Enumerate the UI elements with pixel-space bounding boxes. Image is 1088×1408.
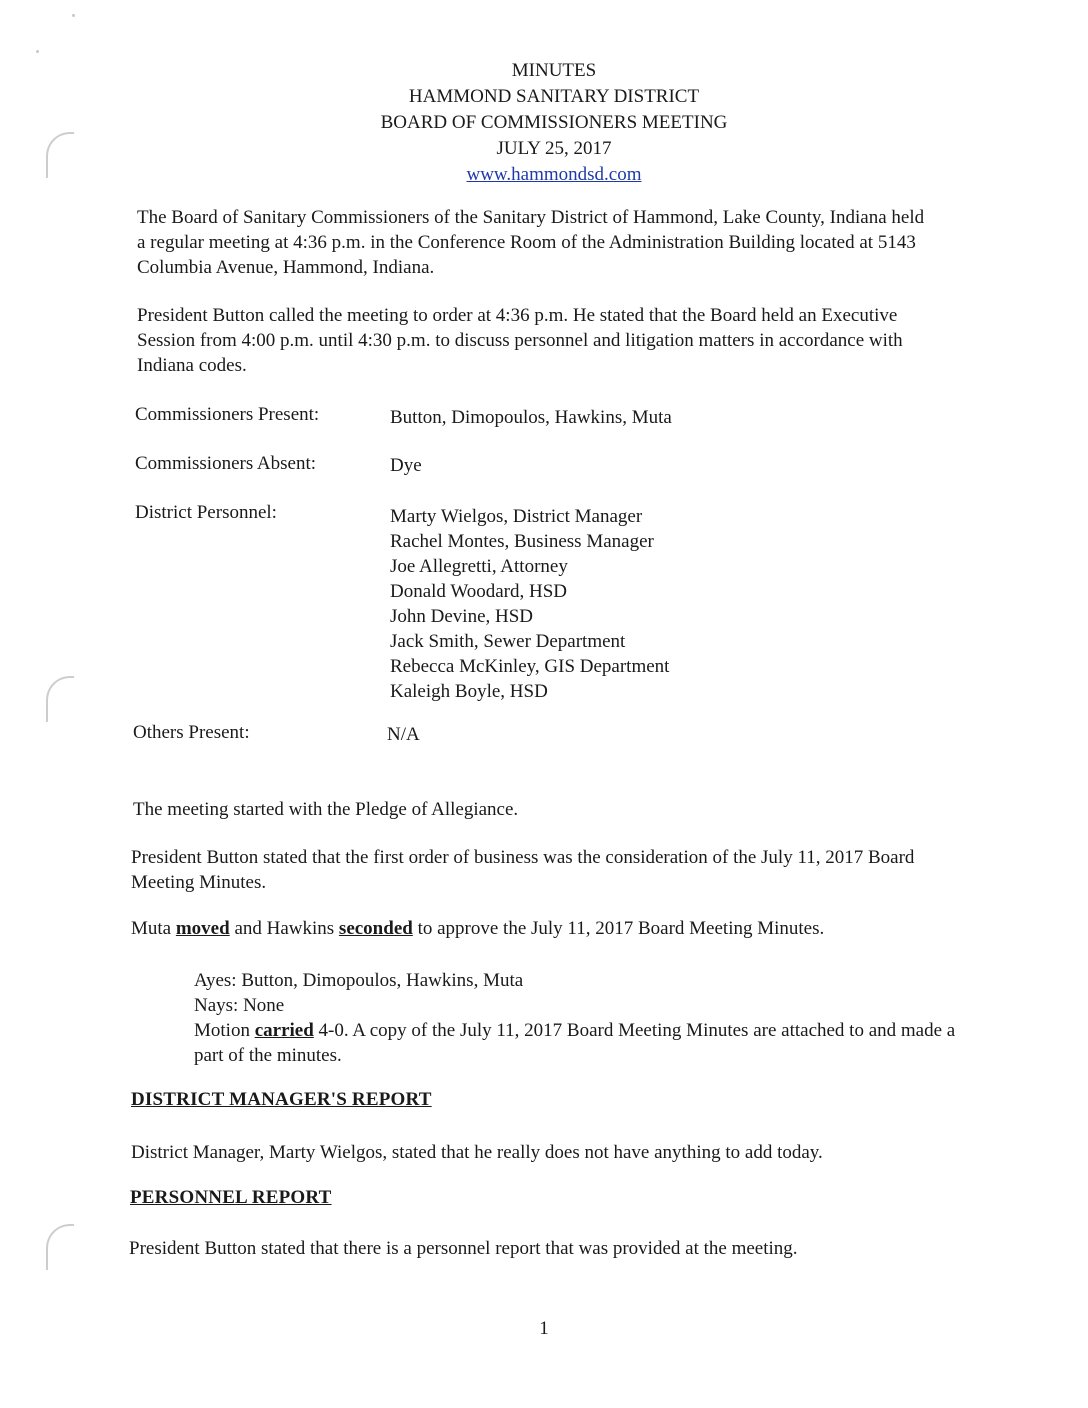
motion-mover: Muta <box>131 918 172 939</box>
personnel-item: John Devine, HSD <box>390 606 534 627</box>
pledge-paragraph: The meeting started with the Pledge of Allegiance. <box>133 799 519 820</box>
hole-punch-mark <box>46 1224 74 1270</box>
document-header <box>0 58 1088 188</box>
personnel-item: Marty Wielgos, District Manager <box>390 506 643 527</box>
nays-line: Nays: None <box>194 995 285 1016</box>
motion-word: Motion <box>194 1020 250 1041</box>
district-personnel-list <box>390 504 669 704</box>
call-to-order-paragraph: President Button called the meeting to order at 4:36 p.m. He stated that the Board held an Executive Session from 4:00 p.m. until 4:30 p.m. to discuss personnel and litigation matters in accordance with Indiana codes. <box>137 305 903 376</box>
scan-speck <box>72 14 75 17</box>
moved-word: moved <box>175 918 230 939</box>
others-present-value: N/A <box>387 724 420 745</box>
commissioners-present-label: Commissioners Present: <box>135 404 320 425</box>
page-number: 1 <box>539 1318 549 1339</box>
seconded-word: seconded <box>338 918 413 939</box>
hole-punch-mark <box>46 676 74 722</box>
personnel-item: Rachel Montes, Business Manager <box>390 531 654 552</box>
others-present-label: Others Present: <box>133 722 250 743</box>
personnel-item: Rebecca McKinley, GIS Department <box>390 656 670 677</box>
district-manager-report-text: District Manager, Marty Wielgos, stated that he really does not have anything to add today. <box>131 1142 823 1163</box>
district-personnel-label: District Personnel: <box>135 502 277 523</box>
carried-rest: 4-0. A copy of the July 11, 2017 Board Meeting Minutes are attached to and made a part of the minutes. <box>194 1020 956 1066</box>
vote-block <box>194 968 964 1068</box>
personnel-item: Jack Smith, Sewer Department <box>390 631 626 652</box>
commissioners-absent-value: Dye <box>390 455 422 476</box>
district-manager-report-heading: DISTRICT MANAGER'S REPORT <box>131 1089 432 1110</box>
first-business-paragraph: President Button stated that the first order of business was the consideration of the July 11, 2017 Board Meeting Minutes. <box>131 847 915 893</box>
header-meeting-name: BOARD OF COMMISSIONERS MEETING <box>380 112 728 133</box>
personnel-item: Kaleigh Boyle, HSD <box>390 681 548 702</box>
motion-paragraph <box>131 916 931 941</box>
motion-seconder: and Hawkins <box>234 918 335 939</box>
personnel-item: Joe Allegretti, Attorney <box>390 556 568 577</box>
motion-rest: to approve the July 11, 2017 Board Meeting Minutes. <box>417 918 825 939</box>
header-date: JULY 25, 2017 <box>496 138 612 159</box>
personnel-report-text: President Button stated that there is a personnel report that was provided at the meeting. <box>129 1238 798 1259</box>
commissioners-absent-label: Commissioners Absent: <box>135 453 317 474</box>
commissioners-present-value: Button, Dimopoulos, Hawkins, Muta <box>390 407 672 428</box>
scan-speck <box>36 50 39 53</box>
personnel-report-heading: PERSONNEL REPORT <box>130 1187 332 1208</box>
header-organization: HAMMOND SANITARY DISTRICT <box>408 86 700 107</box>
carried-line <box>194 1018 964 1068</box>
personnel-item: Donald Woodard, HSD <box>390 581 568 602</box>
ayes-line: Ayes: Button, Dimopoulos, Hawkins, Muta <box>194 970 524 991</box>
intro-paragraph: The Board of Sanitary Commissioners of the Sanitary District of Hammond, Lake County, Indiana held a regular meeting at 4:36 p.m. in the Conference Room of the Administration Building located at 5143 Columbia Avenue, Hammond, Indiana. <box>137 207 925 278</box>
carried-word: carried <box>254 1020 314 1041</box>
header-title: MINUTES <box>511 60 597 81</box>
website-link[interactable]: www.hammondsd.com <box>466 164 642 185</box>
